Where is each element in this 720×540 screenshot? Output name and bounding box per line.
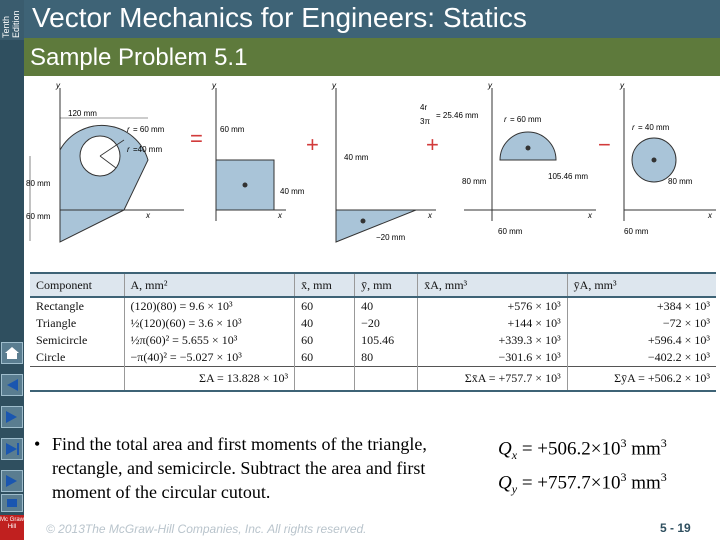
- area-cell: (120)(80) = 9.6 × 10³: [124, 297, 295, 315]
- end-show-button[interactable]: [1, 494, 23, 512]
- circ-r1-value: = 40 mm: [638, 123, 670, 132]
- semi-frac-num: 4r: [420, 103, 428, 112]
- subtitle-bar: [24, 38, 720, 76]
- last-slide-button[interactable]: [1, 470, 23, 492]
- xa-cell: +576 × 10³: [418, 297, 567, 315]
- ybar-cell: 80: [355, 349, 418, 367]
- r2-label: r: [127, 145, 130, 154]
- component-cell: Semicircle: [36, 333, 88, 347]
- qx-result: [498, 426, 718, 463]
- ybar-cell: 105.46: [355, 332, 418, 349]
- ya-cell: +384 × 10³: [567, 297, 716, 315]
- minus-operator: −: [598, 132, 611, 157]
- ya-cell: +596.4 × 10³: [567, 332, 716, 349]
- area-cell: −π(40)² = −5.027 × 10³: [124, 349, 295, 367]
- component-cell: Rectangle: [36, 299, 84, 313]
- table-row: [30, 315, 716, 332]
- rectangle-panel: [211, 81, 305, 221]
- previous-slide-button[interactable]: [1, 406, 23, 428]
- header-ya: ȳA, mm³: [567, 273, 716, 297]
- tri-dim-minus20: −20 mm: [376, 233, 406, 242]
- qx-unit-exponent: 3: [660, 436, 667, 450]
- qy-result: [498, 460, 718, 497]
- component-cell: Circle: [36, 350, 66, 364]
- plus-operator: +: [306, 132, 319, 157]
- component-cell: Triangle: [36, 316, 77, 330]
- x-axis-label: x: [278, 211, 282, 220]
- y-axis-label: y: [488, 81, 492, 90]
- next-slide-icon: [4, 442, 20, 456]
- semi-dim-60: 60 mm: [498, 227, 523, 236]
- previous-slide-icon: [4, 410, 20, 424]
- total-ya: ΣȳA = +506.2 × 10³: [567, 367, 716, 391]
- dim-60-left: 60 mm: [26, 212, 51, 221]
- x-axis-label: x: [146, 211, 150, 220]
- first-slide-icon: [4, 378, 20, 392]
- first-slide-button[interactable]: [1, 374, 23, 396]
- xbar-cell: 40: [295, 315, 355, 332]
- circ-r1-symbol: r: [632, 123, 635, 132]
- course-title: Vector Mechanics for Engineers: Statics: [32, 2, 527, 33]
- sidebar: [0, 0, 24, 540]
- semi-r1-symbol: r: [504, 115, 507, 124]
- circ-dim-80: 80 mm: [668, 177, 693, 186]
- results-block: [498, 426, 718, 497]
- semi-frac-den: 3π: [420, 117, 430, 126]
- table-totals-row: [30, 367, 716, 391]
- x-axis-label: x: [428, 211, 432, 220]
- equals-operator: =: [190, 126, 203, 151]
- circle-panel: [619, 81, 716, 236]
- title-bar: [24, 0, 720, 38]
- total-area: ΣA = 13.828 × 10³: [124, 367, 295, 391]
- qx-subscript: x: [511, 448, 518, 463]
- qy-subscript: y: [511, 482, 518, 497]
- x-axis-label: x: [588, 211, 592, 220]
- header-xa: x̄A, mm³: [418, 273, 567, 297]
- qx-symbol: Q: [498, 438, 512, 460]
- x-axis-label: x: [708, 211, 712, 220]
- ya-cell: −402.2 × 10³: [567, 349, 716, 367]
- xbar-cell: 60: [295, 297, 355, 315]
- table-row: [30, 332, 716, 349]
- semi-r1-value: = 60 mm: [510, 115, 542, 124]
- ybar-cell: −20: [355, 315, 418, 332]
- xbar-cell: 60: [295, 332, 355, 349]
- total-xa: Σx̄A = +757.7 × 10³: [418, 367, 567, 391]
- qy-unit: mm: [626, 472, 661, 494]
- next-slide-button[interactable]: [1, 438, 23, 460]
- xbar-cell: 60: [295, 349, 355, 367]
- qy-symbol: Q: [498, 472, 512, 494]
- triangle-lobe: [60, 210, 124, 242]
- dim-120: 120 mm: [68, 109, 97, 118]
- y-axis-label: y: [212, 81, 216, 90]
- area-cell: ½π(60)² = 5.655 × 10³: [124, 332, 295, 349]
- semi-frac-value: = 25.46 mm: [436, 111, 479, 120]
- ya-cell: −72 × 10³: [567, 315, 716, 332]
- qy-unit-exponent: 3: [660, 470, 667, 484]
- last-slide-icon: [4, 474, 20, 488]
- composite-diagram: [24, 76, 720, 276]
- ybar-cell: 40: [355, 297, 418, 315]
- copyright-notice: © 2013The McGraw-Hill Companies, Inc. All rights reserved.: [46, 522, 367, 536]
- xa-cell: −301.6 × 10³: [418, 349, 567, 367]
- publisher-logo: Mc Graw Hill: [0, 515, 24, 540]
- xa-cell: +144 × 10³: [418, 315, 567, 332]
- dim-80-left: 80 mm: [26, 179, 51, 188]
- y-axis-label: y: [620, 81, 624, 90]
- end-show-icon: [4, 497, 20, 509]
- instruction-bullet: [34, 432, 454, 504]
- rect-dim-60: 60 mm: [220, 125, 245, 134]
- table-row: [30, 349, 716, 367]
- table-row: [30, 297, 716, 315]
- semi-dim-105: 105.46 mm: [548, 172, 589, 181]
- problem-title: Sample Problem 5.1: [30, 44, 248, 71]
- qy-exponent: 3: [620, 470, 627, 484]
- circ-dim-60: 60 mm: [624, 227, 649, 236]
- area-cell: ½(120)(60) = 3.6 × 10³: [124, 315, 295, 332]
- r1-value: = 60 mm: [133, 125, 165, 134]
- qy-value: = +757.7×10: [517, 472, 621, 494]
- r2-value: =40 mm: [133, 145, 163, 154]
- plus-operator: +: [426, 132, 439, 157]
- qx-exponent: 3: [620, 436, 627, 450]
- qx-value: = +506.2×10: [517, 438, 621, 460]
- bullet-marker: •: [34, 434, 41, 454]
- home-icon: [4, 346, 20, 360]
- header-area: A, mm²: [124, 273, 295, 297]
- header-xbar: x̄, mm: [295, 273, 355, 297]
- edition-badge: [0, 0, 24, 40]
- semicircle-panel: [420, 81, 596, 236]
- y-axis-label: y: [332, 81, 336, 90]
- y-axis-label: y: [56, 81, 60, 90]
- bullet-text: Find the total area and first moments of the triangle, rectangle, and semicircle. Subtract the area and first moment of the circular cutout.: [52, 434, 427, 502]
- edition-label: Edition: [11, 10, 21, 38]
- page-number: 5 - 19: [660, 521, 691, 535]
- semi-dim-80: 80 mm: [462, 177, 487, 186]
- header-component: Component: [30, 273, 124, 297]
- complete-shape-panel: [26, 81, 184, 242]
- table-header-row: [30, 273, 716, 297]
- qx-unit: mm: [626, 438, 661, 460]
- header-ybar: ȳ, mm: [355, 273, 418, 297]
- rect-dim-40: 40 mm: [280, 187, 305, 196]
- home-button[interactable]: [1, 342, 23, 364]
- tri-dim-40: 40 mm: [344, 153, 369, 162]
- xa-cell: +339.3 × 10³: [418, 332, 567, 349]
- centroid-table: [30, 272, 716, 392]
- edition-word: Tenth: [1, 15, 11, 38]
- r1-label: r: [127, 125, 130, 134]
